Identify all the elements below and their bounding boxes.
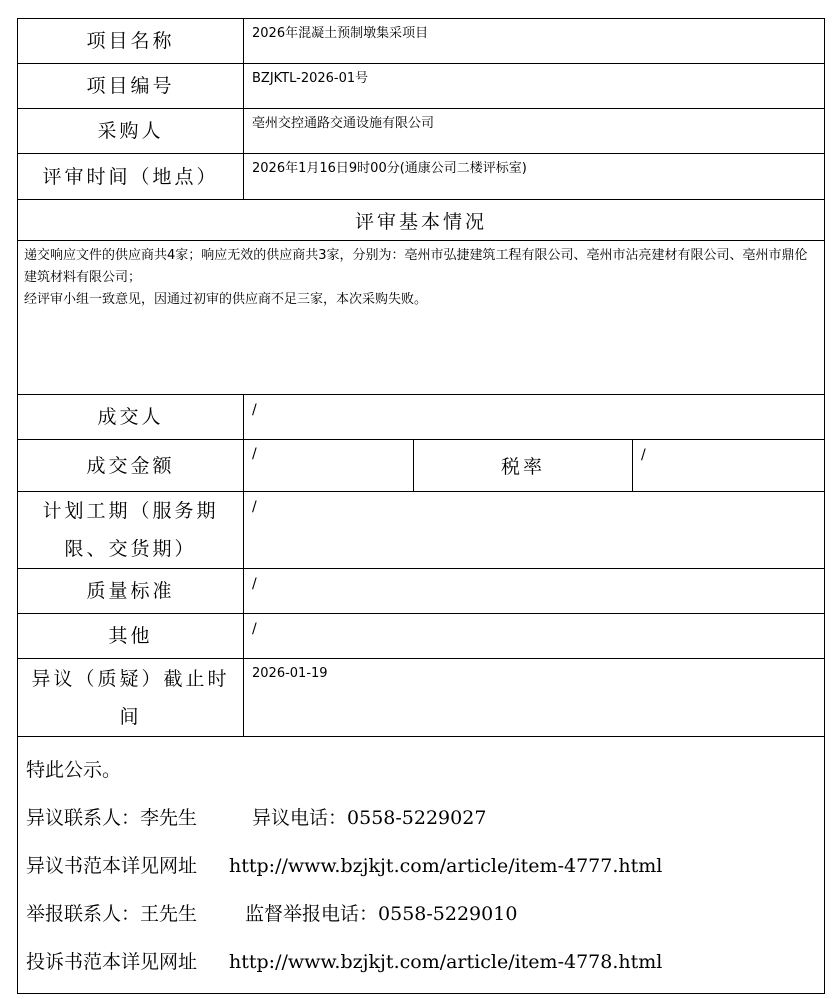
notice-announce: 特此公示。 xyxy=(26,759,122,781)
row-buyer xyxy=(17,109,825,154)
amount-value: / xyxy=(244,440,414,491)
deadline-label: 异议（质疑）截止时间 xyxy=(18,659,244,736)
complaint-doc-url[interactable]: http://www.bzjkjt.com/article/item-4778.html xyxy=(229,951,663,973)
row-quality xyxy=(17,569,825,614)
project-name-value: 2026年混凝土预制墩集采项目 xyxy=(252,26,429,41)
winner-label: 成交人 xyxy=(18,395,244,439)
deadline-value: 2026-01-19 xyxy=(252,666,328,681)
objection-phone: 异议电话：0558-5229027 xyxy=(252,807,487,829)
row-project-name xyxy=(17,18,825,64)
row-amount-tax xyxy=(17,440,825,492)
tax-label: 税率 xyxy=(414,440,633,491)
amount-label: 成交金额 xyxy=(18,440,244,491)
row-deadline xyxy=(17,659,825,737)
review-section-title: 评审基本情况 xyxy=(354,210,487,233)
row-project-no xyxy=(17,64,825,109)
buyer-value: 亳州交控通路交通设施有限公司 xyxy=(252,116,435,131)
row-period xyxy=(17,492,825,569)
project-no-label: 项目编号 xyxy=(18,64,244,108)
report-phone: 监督举报电话：0558-5229010 xyxy=(245,903,518,925)
project-no-value: BZJKTL-2026-01号 xyxy=(252,71,369,86)
announcement-table xyxy=(17,18,825,994)
buyer-label: 采购人 xyxy=(18,109,244,153)
review-time-label: 评审时间（地点） xyxy=(18,154,244,199)
notice-complaint-doc-line xyxy=(26,947,816,995)
row-winner xyxy=(17,395,825,440)
review-summary xyxy=(18,241,824,394)
notice-block xyxy=(18,737,824,993)
row-review-section-title xyxy=(17,200,825,241)
complaint-doc-label: 投诉书范本详见网址 xyxy=(26,951,198,973)
winner-value: / xyxy=(252,402,257,418)
quality-value: / xyxy=(252,576,257,592)
notice-objection-doc-line xyxy=(26,851,816,899)
review-summary-line2: 经评审小组一致意见，因通过初审的供应商不足三家，本次采购失败。 xyxy=(24,292,428,307)
objection-contact: 异议联系人：李先生 xyxy=(26,807,198,829)
row-review-time xyxy=(17,154,825,200)
notice-report-line xyxy=(26,899,816,947)
tax-value: / xyxy=(641,447,646,463)
notice-objection-line xyxy=(26,803,816,851)
row-review-summary xyxy=(17,241,825,395)
row-notice xyxy=(17,737,825,994)
project-name-label: 项目名称 xyxy=(18,19,244,63)
review-time-value: 2026年1月16日9时00分(通康公司二楼评标室) xyxy=(252,161,527,176)
objection-doc-label: 异议书范本详见网址 xyxy=(26,855,198,877)
row-other xyxy=(17,614,825,659)
objection-doc-url[interactable]: http://www.bzjkjt.com/article/item-4777.html xyxy=(229,855,663,877)
quality-label: 质量标准 xyxy=(18,569,244,613)
period-label: 计划工期（服务期限、交货期） xyxy=(18,492,244,568)
report-contact: 举报联系人：王先生 xyxy=(26,903,198,925)
other-value: / xyxy=(252,621,257,637)
review-summary-line1: 递交响应文件的供应商共4家；响应无效的供应商共3家，分别为：亳州市弘捷建筑工程有限公司、亳州市沾亮建材有限公司、亳州市鼎伦建筑材料有限公司； xyxy=(24,248,808,285)
other-label: 其他 xyxy=(18,614,244,658)
period-value: / xyxy=(252,499,257,515)
